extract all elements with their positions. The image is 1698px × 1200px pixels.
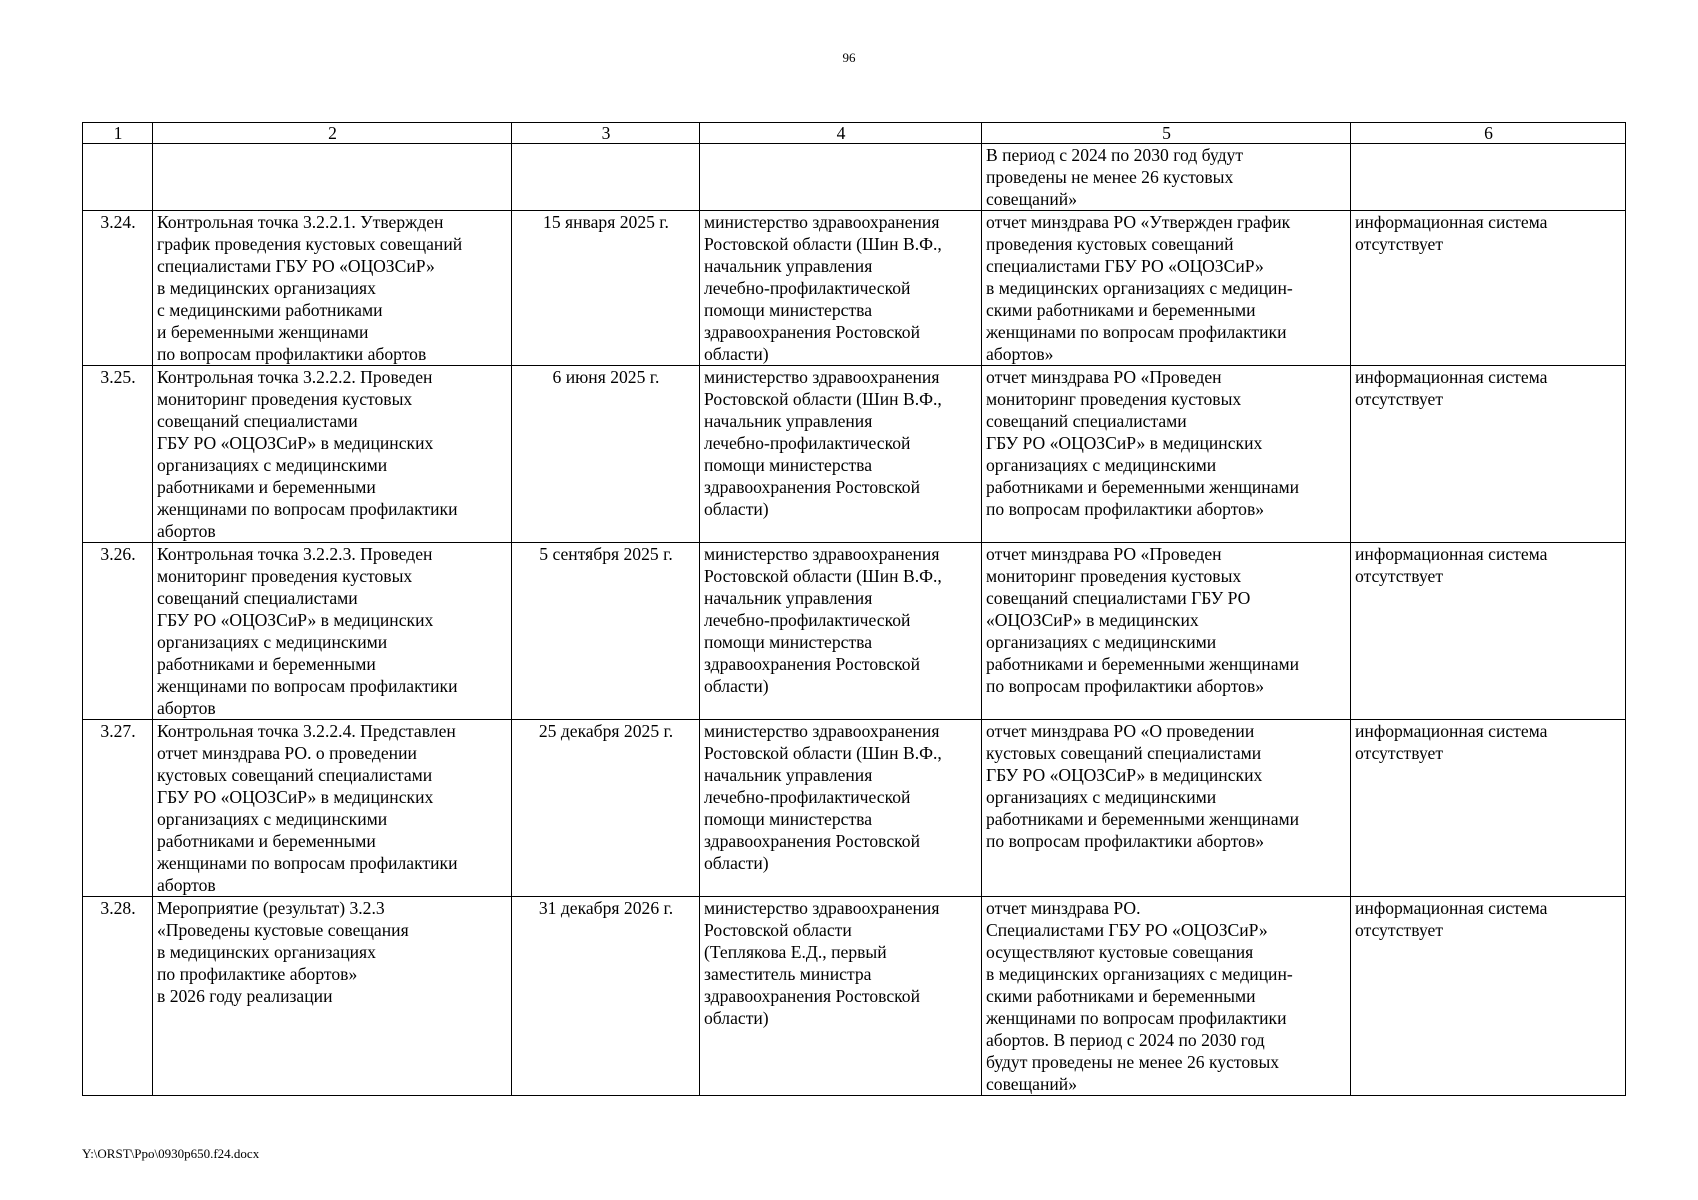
event-cell: Контрольная точка 3.2.2.2. Проведен мониторинг проведения кустовых совещаний специалистами ГБУ РО «ОЦОЗСиР» в медицинских организациях с медицинскими работниками и беременными женщинами по вопросам профилактики абортов [153,366,512,543]
table-row [83,720,1626,897]
document-cell: отчет минздрава РО «Утвержден график проведения кустовых совещаний специалистами ГБУ РО «ОЦОЗСиР» в медицинских организациях с медицин- скими работниками и беременными женщинами по вопросам профилактики абортов» [982,211,1351,366]
info-system-cell: информационная система отсутствует [1351,366,1626,543]
date-cell: 15 января 2025 г. [512,211,700,366]
event-cell: Контрольная точка 3.2.2.3. Проведен мониторинг проведения кустовых совещаний специалистами ГБУ РО «ОЦОЗСиР» в медицинских организациях с медицинскими работниками и беременными женщинами по вопросам профилактики абортов [153,543,512,720]
responsible-cell: министерство здравоохранения Ростовской области (Теплякова Е.Д., первый заместитель министра здравоохранения Ростовской области) [700,897,982,1096]
info-system-cell: информационная система отсутствует [1351,720,1626,897]
info-system-cell: информационная система отсутствует [1351,211,1626,366]
event-cell [153,144,512,211]
row-number-cell: 3.25. [83,366,153,543]
document-cell: В период с 2024 по 2030 год будут проведены не менее 26 кустовых совещаний» [982,144,1351,211]
document-cell: отчет минздрава РО «Проведен мониторинг проведения кустовых совещаний специалистами ГБУ РО «ОЦОЗСиР» в медицинских организациях с медицинскими работниками и беременными женщинами по вопросам профилактики абортов» [982,543,1351,720]
responsible-cell: министерство здравоохранения Ростовской области (Шин В.Ф., начальник управления лечебно-профилактической помощи министерства здравоохранения Ростовской области) [700,543,982,720]
responsible-cell: министерство здравоохранения Ростовской области (Шин В.Ф., начальник управления лечебно-профилактической помощи министерства здравоохранения Ростовской области) [700,720,982,897]
event-cell: Контрольная точка 3.2.2.1. Утвержден график проведения кустовых совещаний специалистами ГБУ РО «ОЦОЗСиР» в медицинских организациях с медицинскими работниками и беременными женщинами по вопросам профилактики абортов [153,211,512,366]
responsible-cell [700,144,982,211]
date-cell: 31 декабря 2026 г. [512,897,700,1096]
document-cell: отчет минздрава РО. Специалистами ГБУ РО «ОЦОЗСиР» осуществляют кустовые совещания в медицинских организациях с медицин- скими работниками и беременными женщинами по вопросам профилактики абортов. В период с 2024 по 2030 год будут проведены не менее 26 кустовых совещаний» [982,897,1351,1096]
info-system-cell [1351,144,1626,211]
column-number-row [83,123,1626,144]
table-row [83,211,1626,366]
responsible-cell: министерство здравоохранения Ростовской области (Шин В.Ф., начальник управления лечебно-профилактической помощи министерства здравоохранения Ростовской области) [700,366,982,543]
date-cell: 6 июня 2025 г. [512,366,700,543]
column-header: 1 [83,123,153,144]
table-row [83,897,1626,1096]
column-header: 6 [1351,123,1626,144]
info-system-cell: информационная система отсутствует [1351,897,1626,1096]
table-row [83,543,1626,720]
date-cell: 25 декабря 2025 г. [512,720,700,897]
row-number-cell: 3.27. [83,720,153,897]
date-cell [512,144,700,211]
column-header: 2 [153,123,512,144]
row-number-cell: 3.24. [83,211,153,366]
footer-file-path: Y:\ORST\Ppo\0930p650.f24.docx [82,1146,260,1161]
document-cell: отчет минздрава РО «Проведен мониторинг проведения кустовых совещаний специалистами ГБУ РО «ОЦОЗСиР» в медицинских организациях с медицинскими работниками и беременными женщинами по вопросам профилактики абортов» [982,366,1351,543]
column-header: 4 [700,123,982,144]
column-header: 5 [982,123,1351,144]
responsible-cell: министерство здравоохранения Ростовской области (Шин В.Ф., начальник управления лечебно-профилактической помощи министерства здравоохранения Ростовской области) [700,211,982,366]
table-row [83,366,1626,543]
row-number-cell: 3.26. [83,543,153,720]
row-number-cell [83,144,153,211]
table-row-continuation [83,144,1626,211]
page-number: 96 [842,50,856,65]
row-number-cell: 3.28. [83,897,153,1096]
event-cell: Мероприятие (результат) 3.2.3 «Проведены кустовые совещания в медицинских организациях по профилактике абортов» в 2026 году реализации [153,897,512,1096]
column-header: 3 [512,123,700,144]
document-cell: отчет минздрава РО «О проведении кустовых совещаний специалистами ГБУ РО «ОЦОЗСиР» в медицинских организациях с медицинскими работниками и беременными женщинами по вопросам профилактики абортов» [982,720,1351,897]
event-cell: Контрольная точка 3.2.2.4. Представлен отчет минздрава РО. о проведении кустовых совещаний специалистами ГБУ РО «ОЦОЗСиР» в медицинских организациях с медицинскими работниками и беременными женщинами по вопросам профилактики абортов [153,720,512,897]
measures-table [82,122,1626,1096]
info-system-cell: информационная система отсутствует [1351,543,1626,720]
date-cell: 5 сентября 2025 г. [512,543,700,720]
